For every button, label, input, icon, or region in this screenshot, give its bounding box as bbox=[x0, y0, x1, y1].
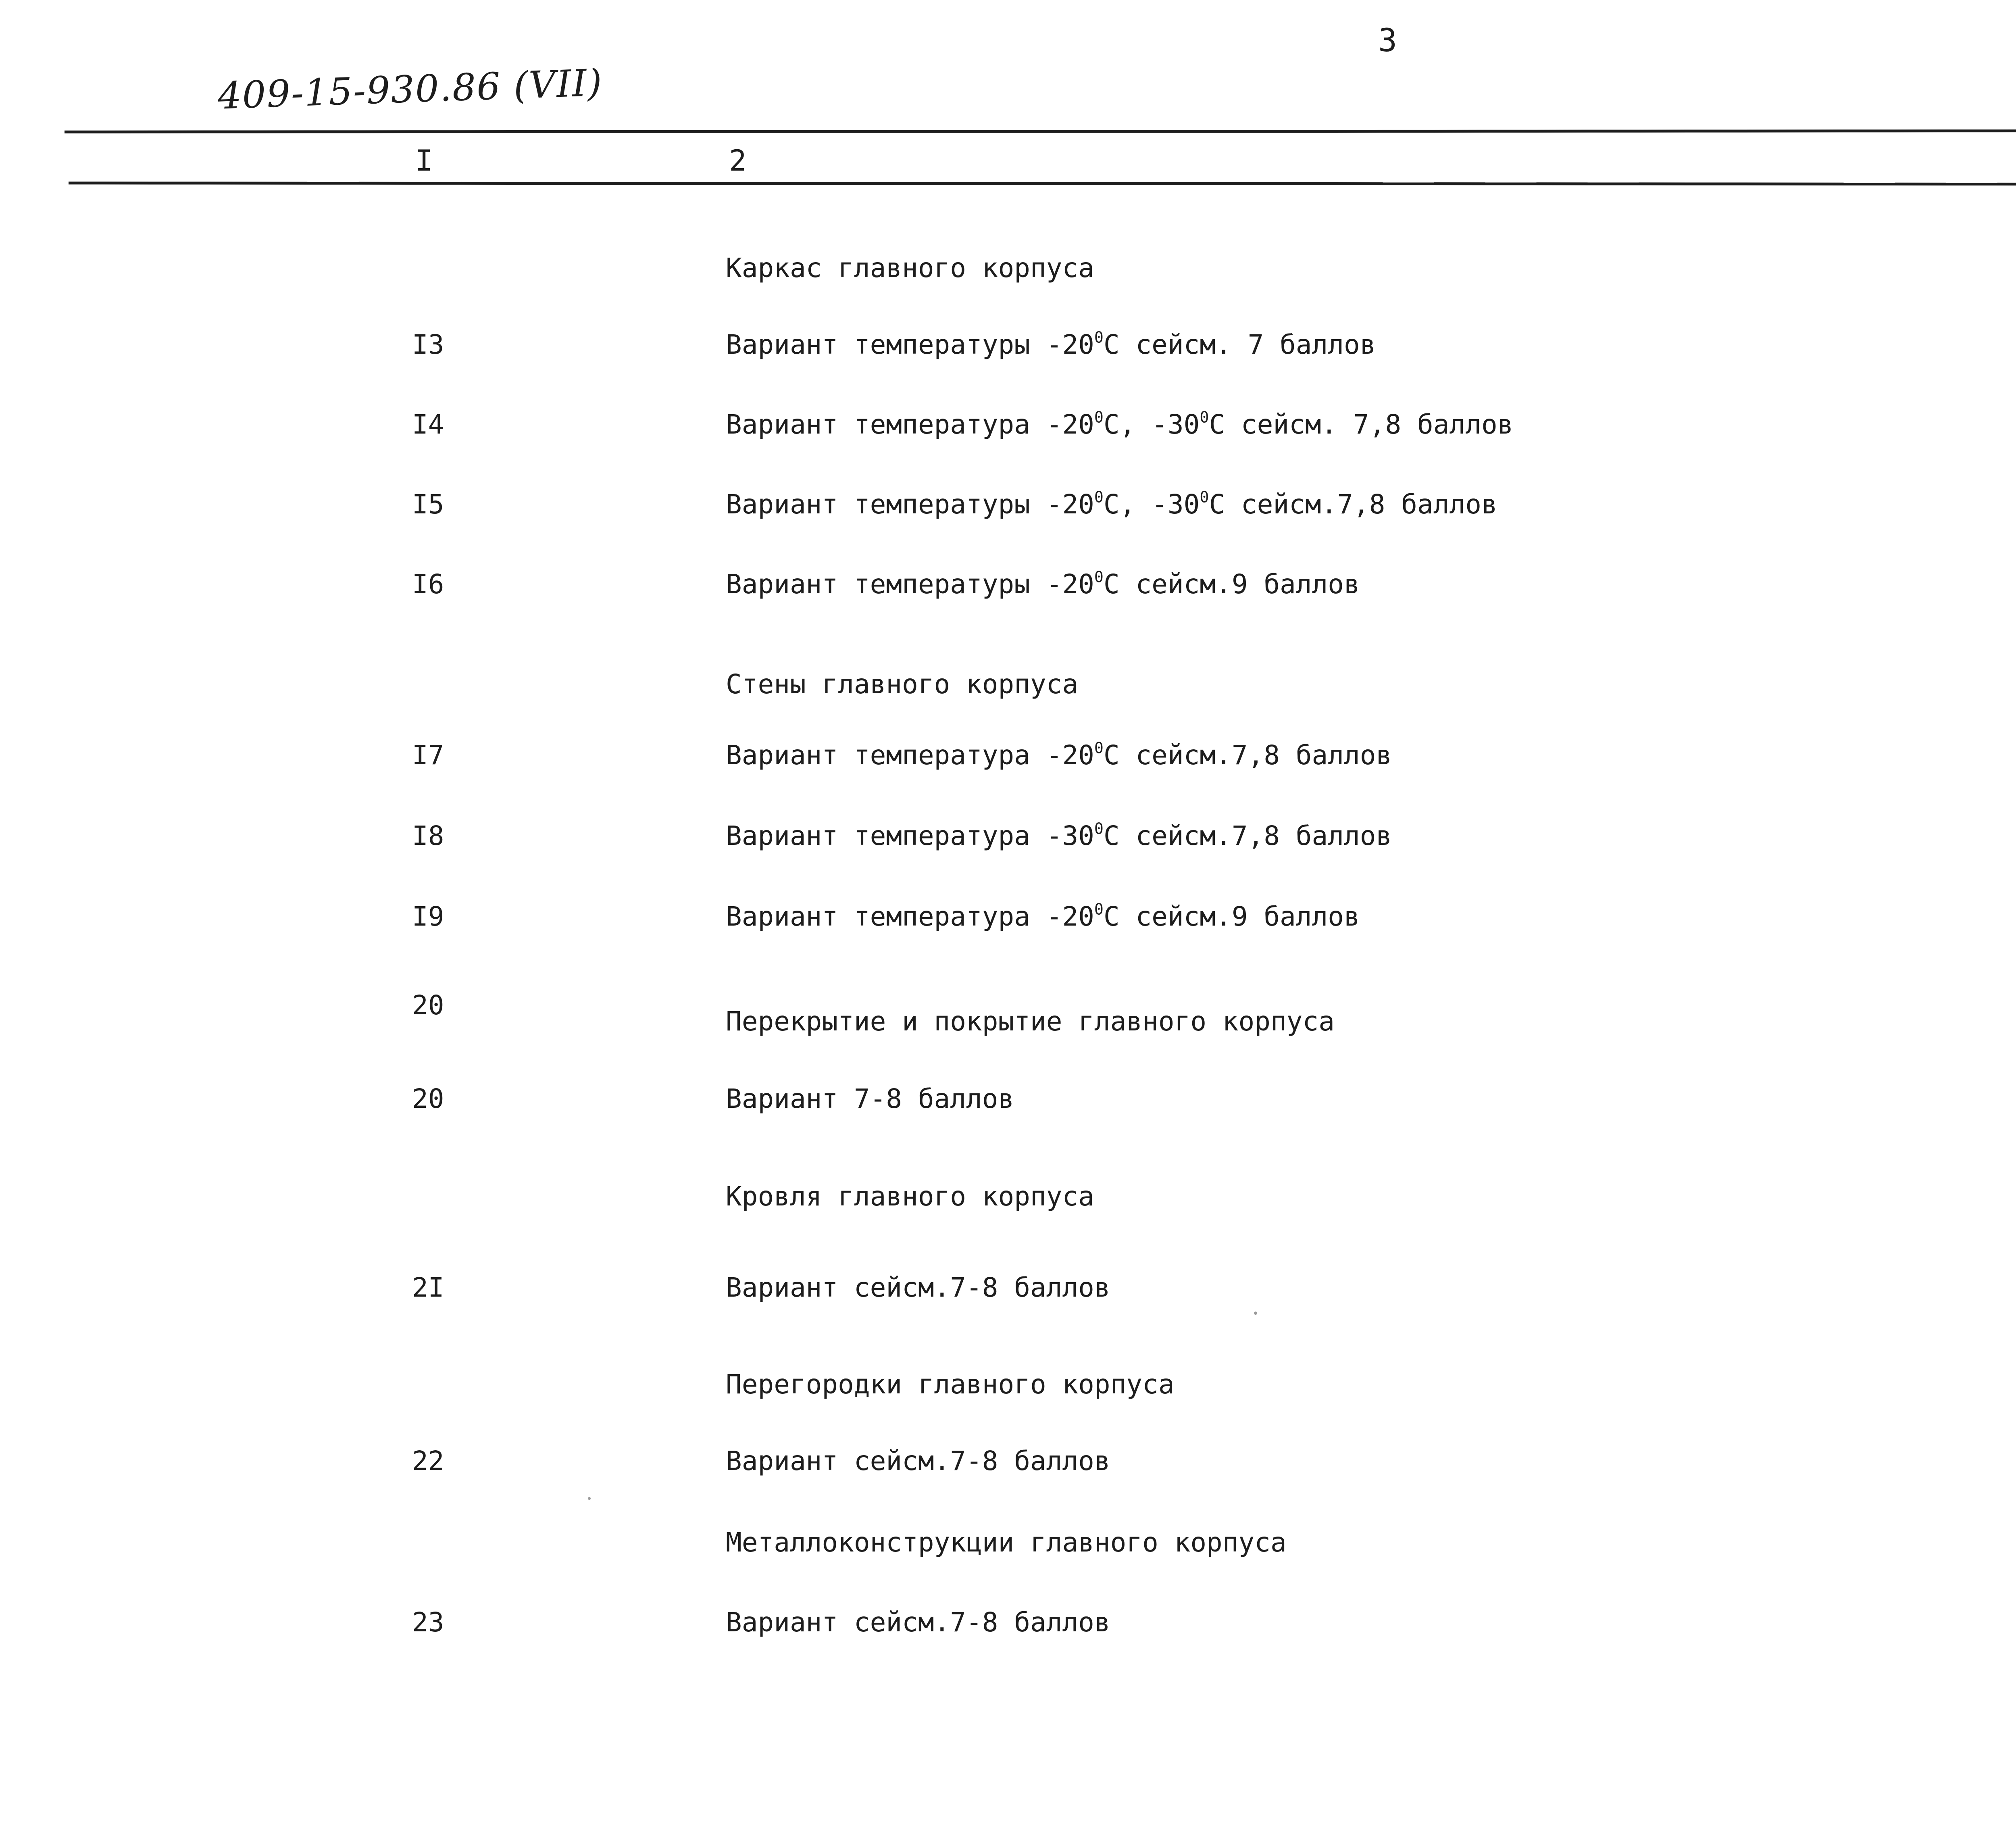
degree-superscript: 0 bbox=[1094, 488, 1104, 507]
section-heading: Перекрытие и покрытие главного корпуса bbox=[726, 1006, 1335, 1037]
row-description bbox=[726, 1445, 1110, 1476]
description-text: Вариант температура -20 bbox=[726, 409, 1094, 440]
description-text: Вариант температуры -20 bbox=[726, 489, 1094, 520]
row-number: I6 bbox=[412, 569, 444, 600]
description-text: Вариант температуры -20 bbox=[726, 329, 1094, 360]
section-heading: Стены главного корпуса bbox=[726, 669, 1079, 700]
row-number: 22 bbox=[412, 1445, 444, 1476]
row-description bbox=[726, 408, 1514, 440]
row-description bbox=[726, 820, 1392, 851]
row-number: I3 bbox=[412, 329, 444, 360]
column-header-1: I bbox=[415, 144, 433, 177]
scan-speck bbox=[1254, 1312, 1257, 1315]
row-number: 23 bbox=[412, 1607, 444, 1638]
page-number: 3 bbox=[1378, 23, 1397, 59]
description-text: Вариант температура -30 bbox=[726, 820, 1094, 851]
row-number: I7 bbox=[412, 740, 444, 771]
row-number: 20 bbox=[412, 990, 444, 1021]
row-description bbox=[726, 900, 1360, 932]
description-text: Вариант сейсм.7-8 баллов bbox=[726, 1272, 1110, 1303]
description-text: Вариант температуры -20 bbox=[726, 569, 1094, 600]
header-top-rule bbox=[65, 129, 2016, 133]
row-description bbox=[726, 1274, 1110, 1301]
row-description bbox=[726, 568, 1360, 600]
description-text: Вариант 7-8 баллов bbox=[726, 1083, 1014, 1114]
header-bottom-rule bbox=[69, 181, 2016, 186]
description-text: С, -30 bbox=[1103, 409, 1200, 440]
description-text: С сейсм.7,8 баллов bbox=[1209, 489, 1497, 520]
description-text: С сейсм.7,8 баллов bbox=[1103, 820, 1392, 851]
degree-superscript: 0 bbox=[1094, 820, 1104, 838]
description-text: С сейсм. 7,8 баллов bbox=[1209, 409, 1514, 440]
degree-superscript: 0 bbox=[1094, 900, 1104, 919]
degree-superscript: 0 bbox=[1094, 408, 1104, 427]
scan-speck bbox=[588, 1497, 591, 1500]
handwritten-document-code: 409-15-930.86 (VII) bbox=[217, 61, 604, 118]
description-text: С сейсм.9 баллов bbox=[1103, 569, 1360, 600]
degree-superscript: 0 bbox=[1094, 739, 1104, 757]
description-text: С сейсм. 7 баллов bbox=[1103, 329, 1376, 360]
row-number: 2I bbox=[412, 1272, 444, 1303]
row-number: I8 bbox=[412, 820, 444, 851]
column-header-2: 2 bbox=[729, 144, 747, 177]
section-heading: Кровля главного корпуса bbox=[726, 1181, 1094, 1212]
degree-superscript: 0 bbox=[1200, 408, 1209, 427]
description-text: Вариант сейсм.7-8 баллов bbox=[726, 1445, 1110, 1476]
section-heading: Металлоконструкции главного корпуса bbox=[726, 1527, 1287, 1558]
row-description bbox=[726, 488, 1497, 520]
degree-superscript: 0 bbox=[1094, 328, 1104, 347]
degree-superscript: 0 bbox=[1200, 488, 1209, 507]
row-description bbox=[726, 739, 1392, 771]
section-heading: Каркас главного корпуса bbox=[726, 252, 1094, 284]
row-number: 20 bbox=[412, 1083, 444, 1114]
row-number: I4 bbox=[412, 409, 444, 440]
description-text: Вариант температура -20 bbox=[726, 740, 1094, 771]
description-text: Вариант сейсм.7-8 баллов bbox=[726, 1607, 1110, 1638]
description-text: С сейсм.9 баллов bbox=[1103, 901, 1360, 932]
row-number: I9 bbox=[412, 901, 444, 932]
description-text: С, -30 bbox=[1103, 489, 1200, 520]
degree-superscript: 0 bbox=[1094, 568, 1104, 586]
row-description bbox=[726, 328, 1376, 360]
section-heading: Перегородки главного корпуса bbox=[726, 1369, 1175, 1400]
row-description bbox=[726, 1083, 1014, 1114]
row-number: I5 bbox=[412, 489, 444, 520]
row-description bbox=[726, 1609, 1110, 1636]
description-text: С сейсм.7,8 баллов bbox=[1103, 740, 1392, 771]
description-text: Вариант температура -20 bbox=[726, 901, 1094, 932]
